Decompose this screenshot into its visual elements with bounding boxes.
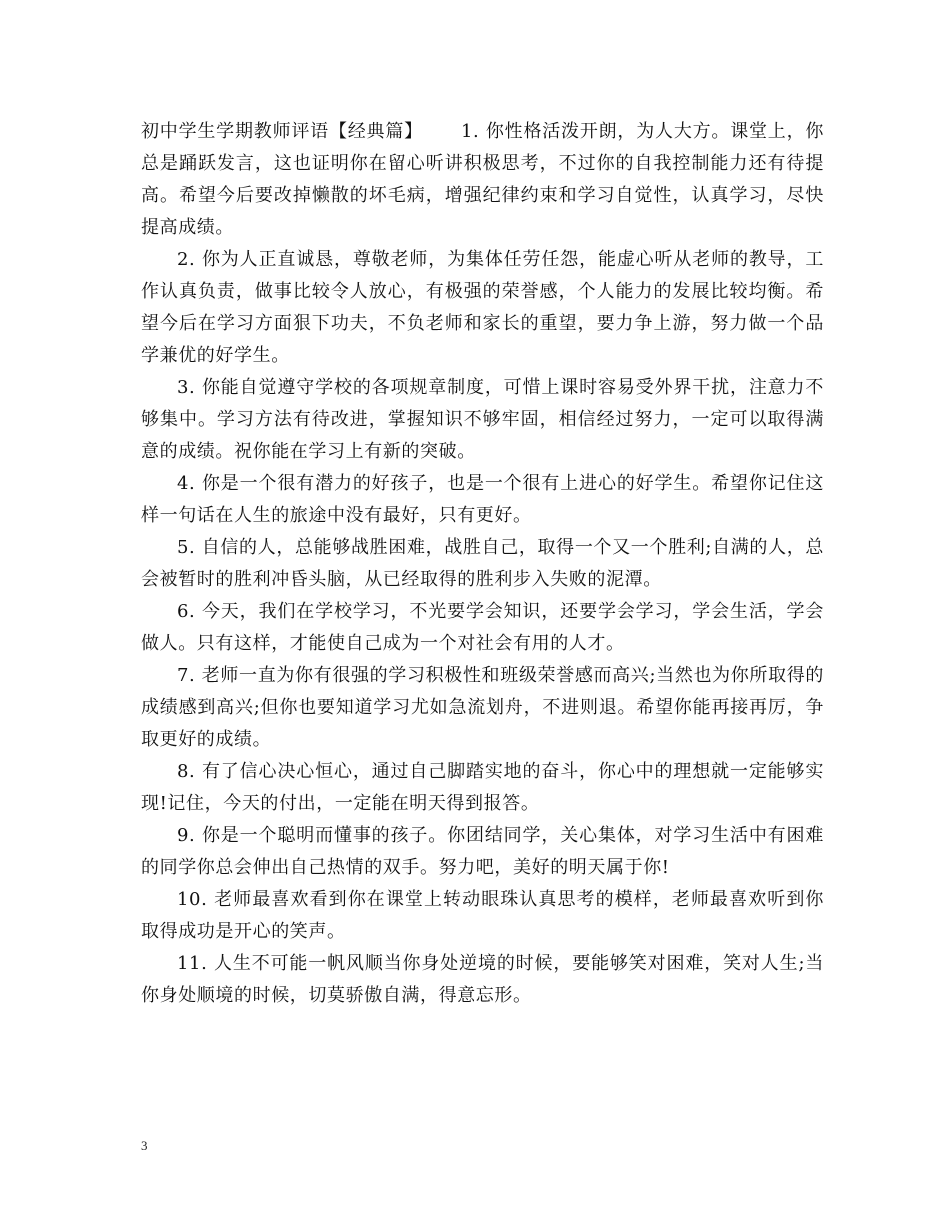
paragraph-8: 8. 有了信心决心恒心，通过自己脚踏实地的奋斗，你心中的理想就一定能够实现!记住，今天的付出，一定能在明天得到报答。	[141, 761, 824, 814]
paragraph-1-text: 1. 你性格活泼开朗，为人大方。课堂上，你总是踊跃发言，这也证明你在留心听讲积极思考，不过你的自我控制能力还有待提高。希望今后要改掉懒散的坏毛病，增强纪律约束和学习自觉性，认真学习，尽快提高成绩。	[141, 121, 824, 238]
paragraph-3: 3. 你能自觉遵守学校的各项规章制度，可惜上课时容易受外界干扰，注意力不够集中。学习方法有待改进，掌握知识不够牢固，相信经过努力，一定可以取得满意的成绩。祝你能在学习上有新的突破。	[141, 377, 824, 462]
paragraph-2: 2. 你为人正直诚恳，尊敬老师，为集体任劳任怨，能虚心听从老师的教导，工作认真负责，做事比较令人放心，有极强的荣誉感，个人能力的发展比较均衡。希望今后在学习方面狠下功夫，不负老师和家长的重望，要力争上游，努力做一个品学兼优的好学生。	[141, 249, 824, 366]
paragraph-11: 11. 人生不可能一帆风顺当你身处逆境的时候，要能够笑对困难，笑对人生;当你身处顺境的时候，切莫骄傲自满，得意忘形。	[141, 953, 824, 1006]
paragraph-7: 7. 老师一直为你有很强的学习积极性和班级荣誉感而高兴;当然也为你所取得的成绩感到高兴;但你也要知道学习尤如急流划舟，不进则退。希望你能再接再厉，争取更好的成绩。	[141, 665, 824, 750]
paragraph-4: 4. 你是一个很有潜力的好孩子，也是一个很有上进心的好学生。希望你记住这样一句话在人生的旅途中没有最好，只有更好。	[141, 473, 824, 526]
paragraph-5: 5. 自信的人，总能够战胜困难，战胜自己，取得一个又一个胜利;自满的人，总会被暂时的胜利冲昏头脑，从已经取得的胜利步入失败的泥潭。	[141, 537, 824, 590]
paragraph-9: 9. 你是一个聪明而懂事的孩子。你团结同学，关心集体，对学习生活中有困难的同学你总会伸出自己热情的双手。努力吧，美好的明天属于你!	[141, 825, 824, 878]
paragraph-6: 6. 今天，我们在学校学习，不光要学会知识，还要学会学习，学会生活，学会做人。只有这样，才能使自己成为一个对社会有用的人才。	[141, 601, 824, 654]
document-title: 初中学生学期教师评语【经典篇】	[141, 121, 423, 142]
page-number: 3	[141, 1138, 148, 1153]
paragraph-1	[141, 116, 824, 244]
paragraph-10: 10. 老师最喜欢看到你在课堂上转动眼珠认真思考的模样，老师最喜欢听到你取得成功是开心的笑声。	[141, 889, 824, 942]
document-body	[141, 116, 824, 1012]
